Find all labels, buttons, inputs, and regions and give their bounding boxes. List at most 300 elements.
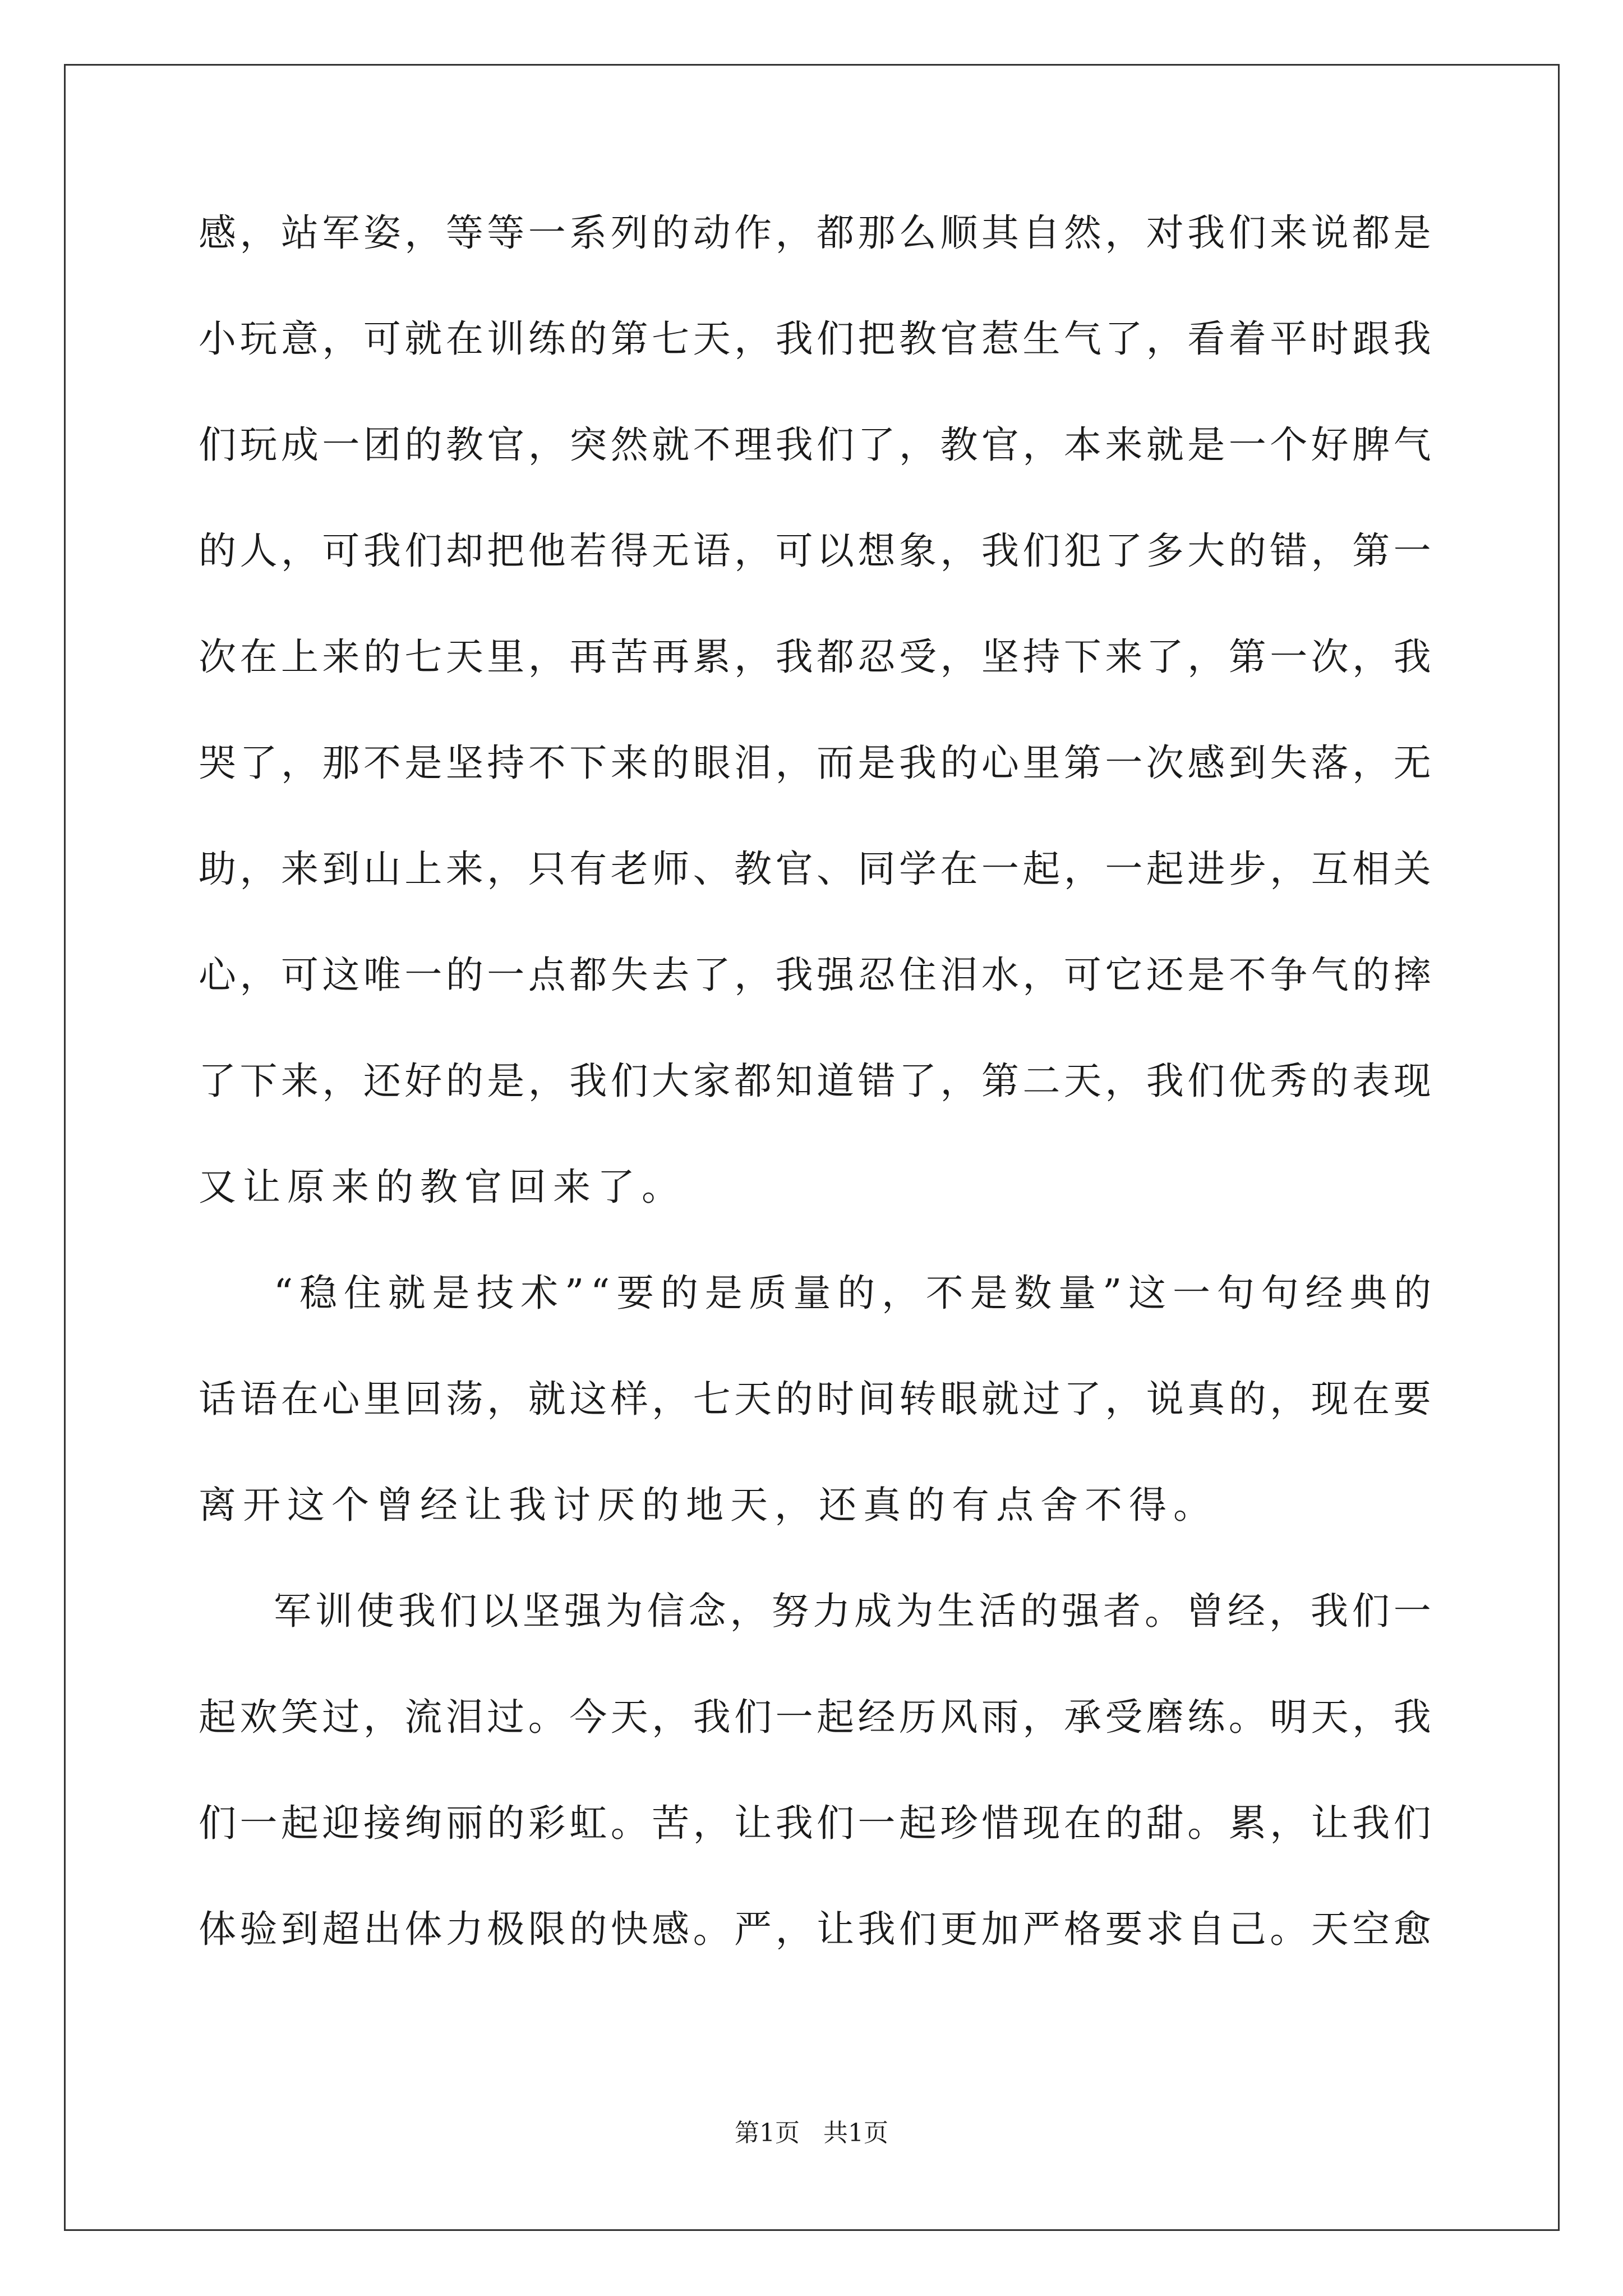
text-char: 来 <box>280 847 319 891</box>
text-char: ， <box>1352 741 1390 785</box>
text-char: 感 <box>652 1907 690 1951</box>
text-char: ， <box>734 635 772 679</box>
text-char: 站 <box>280 211 319 255</box>
text-char: ， <box>322 317 360 361</box>
text-char: ， <box>1269 1589 1307 1633</box>
text-char: 等 <box>487 211 525 255</box>
text-char: 是 <box>487 1059 525 1103</box>
text-char: 强 <box>1062 1589 1100 1633</box>
text-char: 我 <box>898 741 937 785</box>
text-line <box>199 1908 1431 2014</box>
text-char: 惜 <box>981 1801 1019 1845</box>
text-char: 出 <box>363 1907 401 1951</box>
text-line <box>199 212 1431 318</box>
text-char: 一 <box>1105 741 1143 785</box>
text-char: 不 <box>1228 953 1266 997</box>
text-char: 天 <box>1311 1695 1349 1739</box>
text-char: 练 <box>1187 1695 1225 1739</box>
document-body <box>199 212 1431 2014</box>
text-char: 只 <box>528 847 566 891</box>
text-char: 看 <box>1187 317 1225 361</box>
text-char: 强 <box>817 953 855 997</box>
text-char: 若 <box>569 529 607 573</box>
text-char: 我 <box>857 1907 896 1951</box>
text-char: 动 <box>693 211 731 255</box>
text-char: 己 <box>1228 1907 1266 1951</box>
page-number: 第1页 共1页 <box>735 2119 888 2147</box>
text-char: 一 <box>857 1801 896 1845</box>
text-line: 离开这个曾经让我讨厌的地天，还真的有点舍不得。 <box>199 1483 1218 1527</box>
text-char: 忍 <box>857 635 896 679</box>
text-char: 我 <box>569 1059 607 1103</box>
text-char: ， <box>1311 529 1349 573</box>
text-char: 都 <box>817 211 855 255</box>
text-char: 的 <box>363 635 401 679</box>
text-char: 失 <box>610 953 648 997</box>
text-char: ， <box>528 635 566 679</box>
text-char: 助 <box>199 847 236 891</box>
text-char: 起 <box>199 1695 236 1739</box>
text-line <box>199 848 1431 954</box>
text-char: 验 <box>239 1907 278 1951</box>
text-char: 的 <box>487 1801 525 1845</box>
text-char: 到 <box>280 1907 319 1951</box>
text-char: 好 <box>404 1059 442 1103</box>
text-char: 我 <box>1187 211 1225 255</box>
text-line <box>199 1590 1431 1696</box>
text-char: 起 <box>817 1695 855 1739</box>
text-char: 表 <box>1352 1059 1390 1103</box>
text-char: 们 <box>404 529 442 573</box>
text-char: 过 <box>322 1695 360 1739</box>
text-char: ， <box>1063 847 1101 891</box>
text-char: 都 <box>817 635 855 679</box>
text-char: 回 <box>404 1377 442 1421</box>
text-char: 我 <box>775 317 813 361</box>
text-char: ， <box>940 529 978 573</box>
text-char: 一 <box>981 847 1019 891</box>
text-char: 一 <box>1393 1589 1431 1633</box>
text-char: 训 <box>487 317 525 361</box>
text-char: 体 <box>404 1907 442 1951</box>
text-char: ， <box>775 211 813 255</box>
text-char: 我 <box>1352 1801 1390 1845</box>
text-char: 都 <box>734 1059 772 1103</box>
text-char: 犯 <box>1063 529 1101 573</box>
text-char: 力 <box>813 1589 851 1633</box>
text-char: 的 <box>1311 1059 1349 1103</box>
text-char: 求 <box>1146 1907 1184 1951</box>
text-char: ， <box>1105 1377 1143 1421</box>
text-char: 就 <box>1146 423 1184 467</box>
text-char: 是 <box>404 741 442 785</box>
text-char: 质 <box>749 1271 787 1315</box>
text-char: 这 <box>569 1377 607 1421</box>
text-char: 的 <box>652 211 690 255</box>
text-char: 自 <box>1022 211 1061 255</box>
text-char: 快 <box>610 1907 648 1951</box>
text-char: 我 <box>693 1695 731 1739</box>
text-char: 一 <box>1105 847 1143 891</box>
text-char: 次 <box>1146 741 1184 785</box>
text-char: 典 <box>1349 1271 1387 1315</box>
text-char: 这 <box>1128 1271 1166 1315</box>
text-char: 大 <box>1187 529 1225 573</box>
text-char: 限 <box>528 1907 566 1951</box>
text-char: 来 <box>280 1059 319 1103</box>
text-char: 让 <box>1311 1801 1349 1845</box>
text-char: 还 <box>363 1059 401 1103</box>
text-char: 争 <box>1270 953 1308 997</box>
text-char: 的 <box>569 317 607 361</box>
text-line <box>199 530 1431 636</box>
text-char: 我 <box>1146 1059 1184 1103</box>
text-char: 小 <box>199 317 236 361</box>
text-char: 们 <box>1393 1801 1431 1845</box>
text-char: 一 <box>322 423 360 467</box>
text-char: 就 <box>388 1271 426 1315</box>
text-char: 的 <box>775 1377 813 1421</box>
text-char: 再 <box>652 635 690 679</box>
text-char: 。 <box>610 1801 648 1845</box>
text-char: 了 <box>857 423 896 467</box>
text-char: 意 <box>280 317 319 361</box>
text-char: 惹 <box>981 317 1019 361</box>
text-char: 数 <box>1014 1271 1052 1315</box>
text-char: 得 <box>610 529 648 573</box>
text-char: ， <box>239 211 278 255</box>
text-char: 的 <box>1228 529 1266 573</box>
text-char: 大 <box>652 1059 690 1103</box>
text-char: 我 <box>398 1589 436 1633</box>
text-char: 使 <box>356 1589 394 1633</box>
text-char: 在 <box>445 317 483 361</box>
text-char: 等 <box>445 211 483 255</box>
text-char: 空 <box>1352 1907 1390 1951</box>
text-char: 来 <box>610 741 648 785</box>
text-char: 、 <box>817 847 855 891</box>
text-char: 天 <box>734 1377 772 1421</box>
text-char: 我 <box>363 529 401 573</box>
text-char: 起 <box>1022 847 1061 891</box>
text-char: 上 <box>404 847 442 891</box>
text-char: ， <box>1146 317 1184 361</box>
text-char: 们 <box>898 1907 937 1951</box>
text-char: 对 <box>1146 211 1184 255</box>
text-char: 现 <box>1022 1801 1061 1845</box>
text-char: 教 <box>734 847 772 891</box>
text-char: 的 <box>1228 1377 1266 1421</box>
text-char: 可 <box>363 317 401 361</box>
text-char: 七 <box>652 317 690 361</box>
text-char: 来 <box>445 847 483 891</box>
text-char: ， <box>775 1907 813 1951</box>
text-line <box>199 636 1431 742</box>
text-char: 间 <box>857 1377 896 1421</box>
text-char: ， <box>487 1377 525 1421</box>
text-char: 老 <box>610 847 648 891</box>
text-char: 无 <box>652 529 690 573</box>
text-char: ， <box>898 423 937 467</box>
text-char: 是 <box>1187 423 1225 467</box>
text-char: 有 <box>569 847 607 891</box>
text-char: 互 <box>1311 847 1349 891</box>
text-char: ， <box>1022 423 1061 467</box>
text-char: 们 <box>817 1801 855 1845</box>
text-char: 信 <box>647 1589 685 1633</box>
text-char: 军 <box>274 1589 311 1633</box>
text-char: 平 <box>1270 317 1308 361</box>
text-char: 历 <box>898 1695 937 1739</box>
text-char: 列 <box>610 211 648 255</box>
text-char: 唯 <box>363 953 401 997</box>
text-char: 系 <box>569 211 607 255</box>
text-char: 步 <box>1228 847 1266 891</box>
text-char: 山 <box>363 847 401 891</box>
text-char: 把 <box>857 317 896 361</box>
text-char: 脾 <box>1352 423 1390 467</box>
text-char: 彩 <box>528 1801 566 1845</box>
text-char: 它 <box>1105 953 1143 997</box>
text-char: 雨 <box>981 1695 1019 1739</box>
text-char: 生 <box>1022 317 1061 361</box>
text-char: 们 <box>439 1589 477 1633</box>
text-char: 军 <box>322 211 360 255</box>
text-char: 是 <box>704 1271 743 1315</box>
text-char: 人 <box>239 529 278 573</box>
text-line <box>199 1378 1431 1484</box>
text-char: 要 <box>616 1271 654 1315</box>
text-char: 愈 <box>1393 1907 1431 1951</box>
text-char: 们 <box>199 423 236 467</box>
text-char: 在 <box>1352 1377 1390 1421</box>
text-char: ， <box>280 741 319 785</box>
text-char: 教 <box>940 423 978 467</box>
text-char: 训 <box>315 1589 353 1633</box>
text-char: ， <box>363 1695 401 1739</box>
text-line <box>199 954 1431 1060</box>
text-char: 无 <box>1393 741 1431 785</box>
text-char: 七 <box>404 635 442 679</box>
text-char: 顺 <box>940 211 978 255</box>
text-char: 时 <box>817 1377 855 1421</box>
text-char: 过 <box>1022 1377 1061 1421</box>
text-char: 突 <box>569 423 607 467</box>
text-char: 成 <box>854 1589 892 1633</box>
text-line <box>199 1802 1431 1908</box>
text-char: 就 <box>528 1377 566 1421</box>
text-char: ” <box>564 1271 584 1315</box>
text-char: 水 <box>981 953 1019 997</box>
text-char: 可 <box>322 529 360 573</box>
text-char: 让 <box>734 1801 772 1845</box>
text-char: 成 <box>280 423 319 467</box>
text-char: 曾 <box>1186 1589 1224 1633</box>
text-char: 生 <box>937 1589 975 1633</box>
text-char: 们 <box>199 1801 236 1845</box>
text-char: 可 <box>775 529 813 573</box>
text-char: ， <box>1105 1059 1143 1103</box>
text-char: 学 <box>898 847 937 891</box>
text-char: 到 <box>1228 741 1266 785</box>
text-char: 现 <box>1311 1377 1349 1421</box>
text-char: ， <box>652 1695 690 1739</box>
text-char: 个 <box>1270 423 1308 467</box>
text-char: 把 <box>487 529 525 573</box>
text-char: “ <box>274 1271 293 1315</box>
text-char: 下 <box>239 1059 278 1103</box>
text-char: 的 <box>1394 1271 1431 1315</box>
text-char: 是 <box>857 741 896 785</box>
text-char: 点 <box>528 953 566 997</box>
text-char: 第 <box>1063 741 1101 785</box>
text-char: 了 <box>1105 317 1143 361</box>
text-char: 玩 <box>239 423 278 467</box>
text-char: 作 <box>734 211 772 255</box>
text-char: 我 <box>1393 317 1431 361</box>
text-char: 现 <box>1393 1059 1431 1103</box>
text-char: 的 <box>199 529 236 573</box>
text-char: 要 <box>1105 1907 1143 1951</box>
text-char: 坚 <box>981 635 1019 679</box>
text-char: ， <box>775 741 813 785</box>
text-char: 下 <box>569 741 607 785</box>
text-char: 了 <box>693 953 731 997</box>
text-char: 心 <box>199 953 236 997</box>
text-char: ， <box>322 1059 360 1103</box>
text-char: 明 <box>1270 1695 1308 1739</box>
text-char: 加 <box>981 1907 1019 1951</box>
text-char: 泪 <box>445 1695 483 1739</box>
text-char: 累 <box>693 635 731 679</box>
text-char: 是 <box>1187 953 1225 997</box>
text-line <box>199 742 1431 848</box>
text-char: 想 <box>857 529 896 573</box>
text-char: 持 <box>487 741 525 785</box>
text-char: 一 <box>528 211 566 255</box>
text-char: 次 <box>1311 635 1349 679</box>
text-char: 错 <box>1270 529 1308 573</box>
text-char: 我 <box>1393 1695 1431 1739</box>
text-char: 了 <box>199 1059 236 1103</box>
text-char: 们 <box>1352 1589 1390 1633</box>
text-char: 不 <box>363 741 401 785</box>
text-char: ， <box>1105 211 1143 255</box>
text-char: 样 <box>610 1377 648 1421</box>
text-char: 的 <box>1105 1801 1143 1845</box>
text-char: 珍 <box>940 1801 978 1845</box>
text-char: 天 <box>1063 1059 1101 1103</box>
text-char: 官 <box>775 847 813 891</box>
text-char: 自 <box>1187 1907 1225 1951</box>
text-char: 今 <box>569 1695 607 1739</box>
text-char: 来 <box>1105 635 1143 679</box>
text-char: 关 <box>1393 847 1431 891</box>
text-char: 我 <box>775 635 813 679</box>
text-char: 还 <box>1146 953 1184 997</box>
text-char: 落 <box>1311 741 1349 785</box>
text-line <box>199 1272 1431 1378</box>
text-char: 而 <box>817 741 855 785</box>
text-char: 接 <box>363 1801 401 1845</box>
text-char: 术 <box>520 1271 559 1315</box>
text-char: 说 <box>1311 211 1349 255</box>
text-char: 上 <box>280 635 319 679</box>
text-char: 心 <box>981 741 1019 785</box>
text-char: 泪 <box>940 953 978 997</box>
text-char: 多 <box>1146 529 1184 573</box>
text-char: 跟 <box>1352 317 1390 361</box>
text-char: 在 <box>239 635 278 679</box>
text-char: 优 <box>1228 1059 1266 1103</box>
text-char: 同 <box>857 847 896 891</box>
text-char: 苦 <box>652 1801 690 1845</box>
text-char: 更 <box>940 1907 978 1951</box>
text-char: 体 <box>199 1907 236 1951</box>
text-char: 摔 <box>1393 953 1431 997</box>
text-char: 的 <box>1020 1589 1058 1633</box>
text-char: 天 <box>610 1695 648 1739</box>
text-char: 可 <box>280 953 319 997</box>
text-char: ， <box>881 1271 919 1315</box>
text-char: 们 <box>1022 529 1061 573</box>
text-char: 秀 <box>1270 1059 1308 1103</box>
text-char: 笑 <box>280 1695 319 1739</box>
text-char: 都 <box>569 953 607 997</box>
text-char: 们 <box>610 1059 648 1103</box>
text-char: 风 <box>940 1695 978 1739</box>
text-char: 感 <box>199 211 236 255</box>
text-char: 二 <box>1022 1059 1061 1103</box>
text-char: 。 <box>693 1907 731 1951</box>
text-char: 苦 <box>610 635 648 679</box>
text-char: 一 <box>1228 423 1266 467</box>
text-char: 让 <box>817 1907 855 1951</box>
text-char: 了 <box>1105 529 1143 573</box>
text-char: ， <box>940 635 978 679</box>
text-char: 其 <box>981 211 1019 255</box>
text-char: 的 <box>837 1271 875 1315</box>
text-char: 在 <box>940 847 978 891</box>
text-char: 我 <box>775 953 813 997</box>
text-char: 那 <box>322 741 360 785</box>
text-char: 。 <box>528 1695 566 1739</box>
text-char: 第 <box>610 317 648 361</box>
text-char: 过 <box>487 1695 525 1739</box>
text-char: 在 <box>1063 1801 1101 1845</box>
text-char: 以 <box>481 1589 519 1633</box>
text-char: 不 <box>528 741 566 785</box>
text-char: 眼 <box>693 741 731 785</box>
text-char: ， <box>528 423 566 467</box>
text-char: ， <box>652 1377 690 1421</box>
text-char: 我 <box>775 423 813 467</box>
text-char: 。 <box>1270 1907 1308 1951</box>
text-char: ， <box>487 847 525 891</box>
text-char: 们 <box>1228 211 1266 255</box>
text-char: 错 <box>857 1059 896 1103</box>
text-char: ， <box>1022 953 1061 997</box>
text-char: 住 <box>343 1271 381 1315</box>
text-char: 是 <box>970 1271 1008 1315</box>
text-char: 气 <box>1393 423 1431 467</box>
text-char: 感 <box>1187 741 1225 785</box>
text-char: 在 <box>280 1377 319 1421</box>
text-char: 天 <box>1311 1907 1349 1951</box>
text-char: 丽 <box>445 1801 483 1845</box>
text-char: 为 <box>605 1589 643 1633</box>
text-char: 。 <box>1228 1695 1266 1739</box>
